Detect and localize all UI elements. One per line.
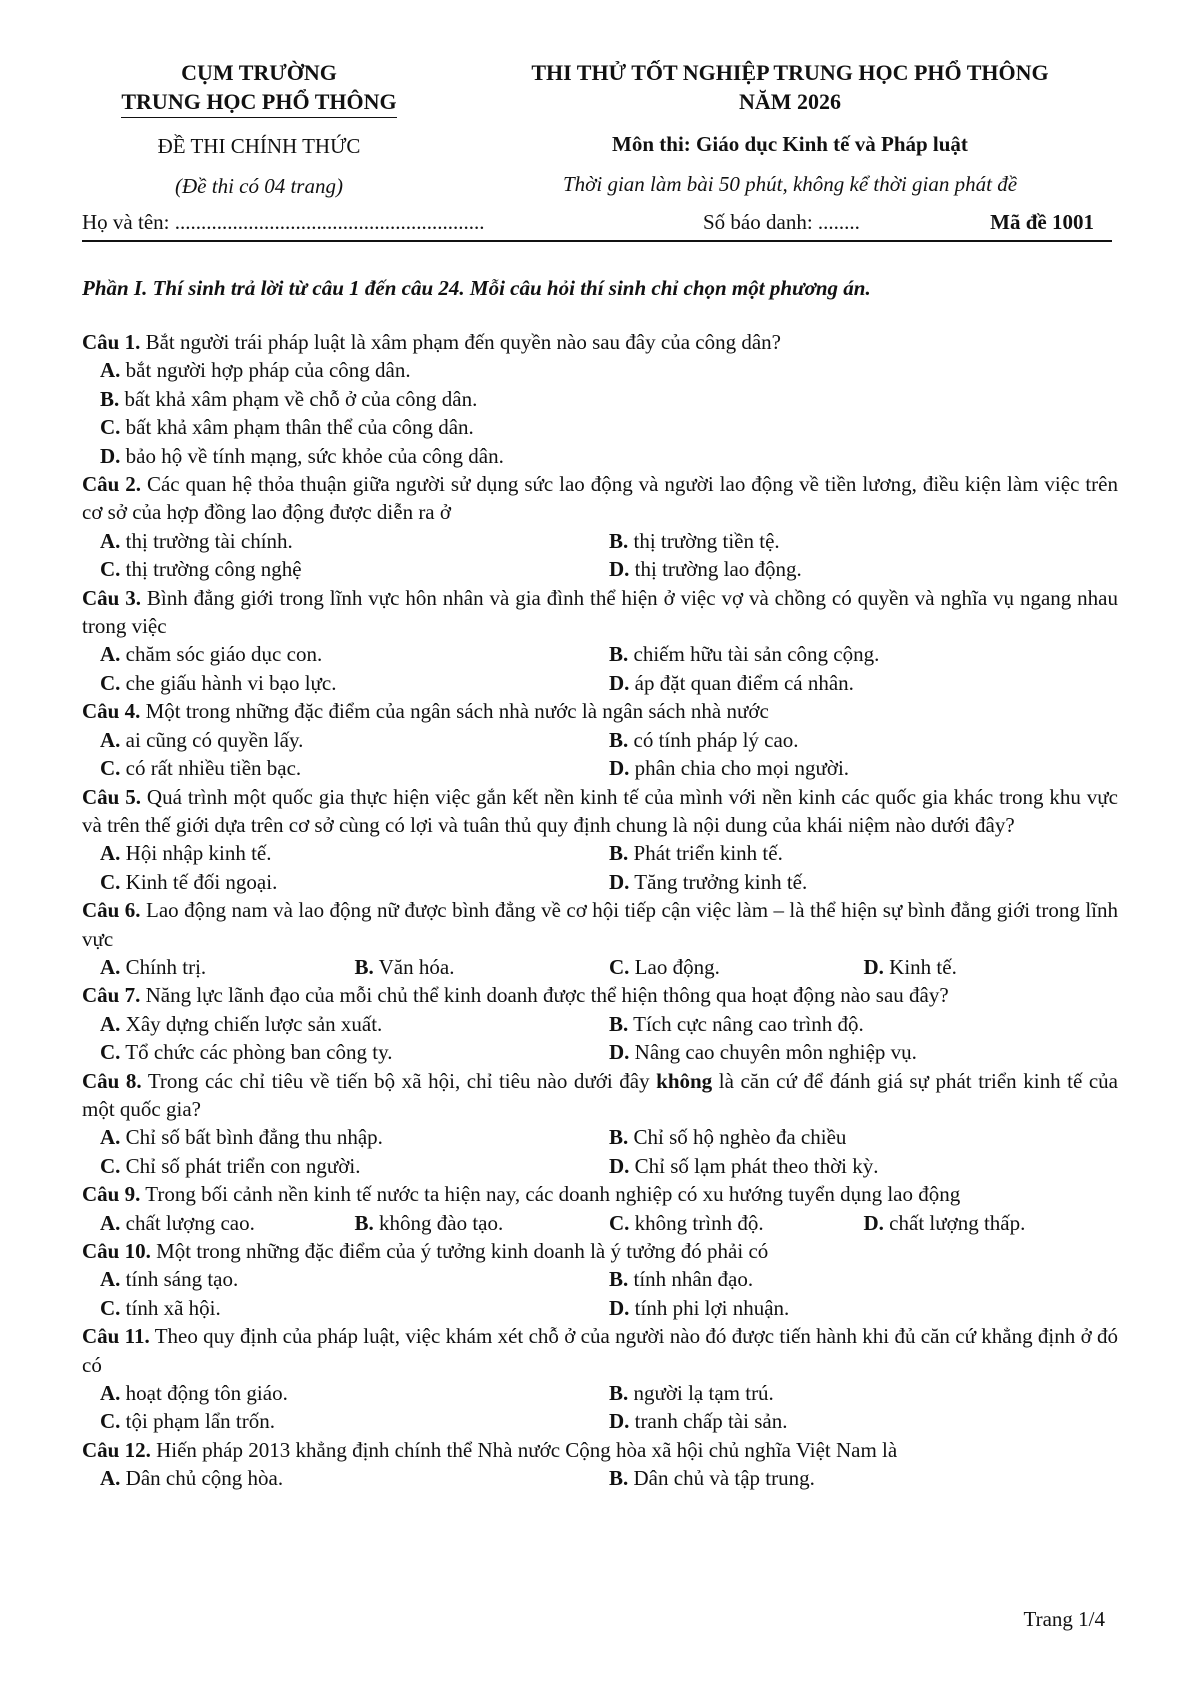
- option-d: D. tính phi lợi nhuận.: [609, 1295, 790, 1320]
- exam-content: [82, 274, 1118, 1493]
- option-c: C. Kinh tế đối ngoại.: [100, 869, 278, 894]
- question-number: Câu 1.: [82, 330, 141, 354]
- option-a: A. hoạt động tôn giáo.: [100, 1381, 288, 1406]
- option-d: D. thị trường lao động.: [609, 557, 802, 582]
- option-c: C. tính xã hội.: [100, 1295, 221, 1320]
- question-stem-emphasis: không: [656, 1068, 713, 1093]
- question-number: Câu 3.: [82, 585, 141, 610]
- option-b: B. thị trường tiền tệ.: [609, 528, 780, 553]
- question-stem: Trong các chỉ tiêu về tiến bộ xã hội, chỉ tiêu nào dưới đây: [141, 1068, 657, 1093]
- option-b: B. bất khả xâm phạm về chỗ ở của công dân.: [100, 386, 478, 411]
- option-b: B. Tích cực nâng cao trình độ.: [609, 1011, 864, 1036]
- question-7: [82, 981, 1118, 1066]
- exam-header: [450, 58, 1130, 198]
- option-b: B. có tính pháp lý cao.: [609, 727, 799, 752]
- option-d: D. Chỉ số lạm phát theo thời kỳ.: [609, 1153, 879, 1178]
- option-b: B. Dân chủ và tập trung.: [609, 1466, 815, 1491]
- option-a: A. bắt người hợp pháp của công dân.: [100, 358, 411, 383]
- question-stem: Quá trình một quốc gia thực hiện việc gắn kết nền kinh tế của mình với nền kinh các quốc gia khác trong khu vực và trên thế giới dựa trên cơ sở cùng có lợi và tuân thủ quy định chung là nội dung của khái niệm nào dưới đây?: [82, 784, 1118, 837]
- question-12: [82, 1436, 1118, 1493]
- question-11: [82, 1322, 1118, 1436]
- question-number: Câu 5.: [82, 784, 142, 809]
- exam-title: THI THỬ TỐT NGHIỆP TRUNG HỌC PHỔ THÔNG: [531, 60, 1049, 85]
- section-title: Phần I. Thí sinh trả lời từ câu 1 đến câu 24. Mỗi câu hỏi thí sinh chỉ chọn một phương án.: [82, 276, 871, 300]
- option-a: A. Dân chủ cộng hòa.: [100, 1466, 284, 1491]
- option-a: A. chất lượng cao.: [100, 1210, 255, 1235]
- question-stem: Bắt người trái pháp luật là xâm phạm đến quyền nào sau đây của công dân?: [140, 330, 781, 354]
- option-a: A. Hội nhập kinh tế.: [100, 841, 272, 866]
- option-c: C. thị trường công nghệ: [100, 557, 302, 582]
- question-10: [82, 1237, 1118, 1322]
- exam-time: Thời gian làm bài 50 phút, không kể thời gian phát đề: [562, 172, 1018, 196]
- page-count-note: (Đề thi có 04 trang): [175, 174, 343, 198]
- question-number: Câu 11.: [82, 1324, 150, 1349]
- official-label: ĐỀ THI CHÍNH THỨC: [157, 134, 361, 158]
- option-b: B. tính nhân đạo.: [609, 1267, 754, 1292]
- question-number: Câu 4.: [82, 699, 141, 724]
- option-a: A. Xây dựng chiến lược sản xuất.: [100, 1011, 383, 1036]
- option-b: B. chiếm hữu tài sản công cộng.: [609, 642, 880, 667]
- question-4: [82, 697, 1118, 782]
- option-b: B. người lạ tạm trú.: [609, 1381, 774, 1406]
- question-stem: Các quan hệ thỏa thuận giữa người sử dụng sức lao động và người lao động về tiền lương, điều kiện làm việc trên cơ sở của hợp đồng lao động được diễn ra ở: [82, 472, 1118, 525]
- option-a: A. Chính trị.: [100, 954, 207, 979]
- option-d: D. áp đặt quan điểm cá nhân.: [609, 670, 854, 695]
- school-level: TRUNG HỌC PHỔ THÔNG: [121, 87, 396, 118]
- option-c: C. che giấu hành vi bạo lực.: [100, 670, 337, 695]
- question-stem: Bình đẳng giới trong lĩnh vực hôn nhân và gia đình thể hiện ở việc vợ và chồng có quyền và nghĩa vụ ngang nhau trong việc: [82, 585, 1118, 639]
- option-c: C. tội phạm lẩn trốn.: [100, 1409, 275, 1434]
- question-stem: Năng lực lãnh đạo của mỗi chủ thể kinh doanh được thể hiện thông qua hoạt động nào sau đây?: [140, 983, 949, 1008]
- option-a: A. ai cũng có quyền lấy.: [100, 727, 304, 752]
- question-stem: Hiến pháp 2013 khẳng định chính thể Nhà nước Cộng hòa xã hội chủ nghĩa Việt Nam là: [150, 1437, 898, 1462]
- option-a: A. tính sáng tạo.: [100, 1267, 239, 1292]
- option-d: D. phân chia cho mọi người.: [609, 756, 850, 781]
- question-stem: Một trong những đặc điểm của ngân sách nhà nước là ngân sách nhà nước: [140, 699, 769, 724]
- school-cluster: CỤM TRƯỜNG: [181, 60, 337, 85]
- question-2: [82, 470, 1118, 584]
- option-c: C. Lao động.: [609, 954, 720, 979]
- school-header: [100, 58, 418, 200]
- option-b: B. không đào tạo.: [354, 1210, 504, 1235]
- question-6: [82, 896, 1118, 981]
- question-stem: Một trong những đặc điểm của ý tưởng kinh doanh là ý tưởng đó phải có: [150, 1239, 769, 1263]
- candidate-name-field: Họ và tên: ...........................................................: [82, 210, 485, 234]
- option-c: C. Tổ chức các phòng ban công ty.: [100, 1040, 393, 1065]
- option-a: A. chăm sóc giáo dục con.: [100, 642, 323, 667]
- option-d: D. chất lượng thấp.: [863, 1210, 1026, 1235]
- question-number: Câu 10.: [82, 1239, 151, 1263]
- option-d: D. Nâng cao chuyên môn nghiệp vụ.: [609, 1040, 917, 1065]
- question-stem: Lao động nam và lao động nữ được bình đẳng về cơ hội tiếp cận việc làm – là thể hiện sự bình đẳng giới trong lĩnh vực: [82, 898, 1118, 951]
- page-number: Trang 1/4: [1023, 1607, 1105, 1631]
- question-number: Câu 12.: [82, 1437, 151, 1462]
- option-c: C. bất khả xâm phạm thân thể của công dân.: [100, 415, 474, 440]
- question-number: Câu 6.: [82, 898, 141, 923]
- option-d: D. bảo hộ về tính mạng, sức khỏe của công dân.: [100, 443, 504, 468]
- candidate-info-row: [82, 210, 1112, 242]
- option-c: C. không trình độ.: [609, 1210, 764, 1235]
- option-d: D. tranh chấp tài sản.: [609, 1409, 788, 1434]
- question-number: Câu 7.: [82, 983, 141, 1008]
- option-a: A. thị trường tài chính.: [100, 528, 293, 553]
- option-a: A. Chỉ số bất bình đẳng thu nhập.: [100, 1125, 383, 1150]
- option-d: D. Tăng trưởng kinh tế.: [609, 869, 808, 894]
- question-number: Câu 9.: [82, 1182, 141, 1207]
- exam-year: NĂM 2026: [738, 89, 842, 114]
- candidate-number-field: Số báo danh: ........: [703, 210, 860, 234]
- option-d: D. Kinh tế.: [863, 954, 957, 979]
- option-c: C. Chỉ số phát triển con người.: [100, 1153, 361, 1178]
- question-8: [82, 1067, 1118, 1181]
- question-9: [82, 1180, 1118, 1237]
- option-b: B. Chỉ số hộ nghèo đa chiều: [609, 1125, 847, 1150]
- exam-code: Mã đề 1001: [990, 210, 1094, 234]
- question-3: [82, 584, 1118, 698]
- option-c: C. có rất nhiều tiền bạc.: [100, 756, 302, 781]
- question-number: Câu 2.: [82, 472, 142, 497]
- option-b: B. Văn hóa.: [354, 954, 455, 979]
- question-stem: Theo quy định của pháp luật, việc khám xét chỗ ở của người nào đó được tiến hành khi đủ căn cứ khẳng định ở đó có: [82, 1324, 1119, 1377]
- question-number: Câu 8.: [82, 1068, 142, 1093]
- option-b: B. Phát triển kinh tế.: [609, 841, 783, 866]
- question-stem: là căn cứ để đánh giá sự phát triển kinh tế của một quốc gia?: [82, 1068, 1118, 1121]
- question-stem: Trong bối cảnh nền kinh tế nước ta hiện nay, các doanh nghiệp có xu hướng tuyển dụng lao động: [140, 1182, 961, 1207]
- exam-subject: Môn thi: Giáo dục Kinh tế và Pháp luật: [612, 132, 968, 156]
- question-5: [82, 783, 1118, 897]
- question-1: [82, 328, 1118, 470]
